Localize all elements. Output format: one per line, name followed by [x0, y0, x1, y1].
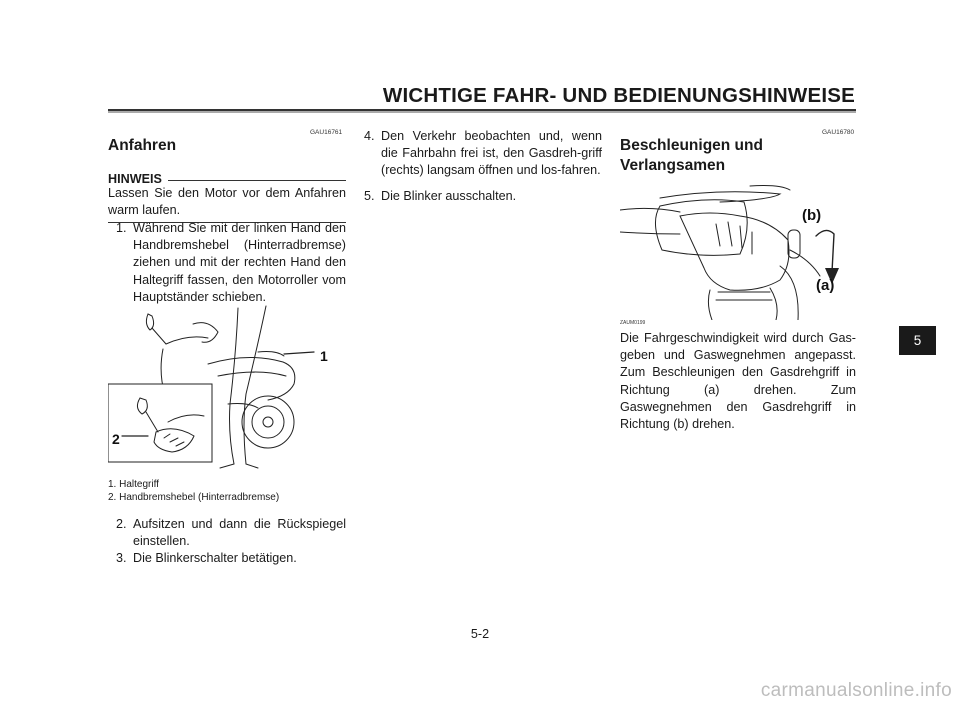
- hinweis-box: [108, 170, 346, 223]
- figure-label-2: 2: [112, 431, 120, 447]
- figure-label-b: (b): [802, 207, 822, 224]
- caption-item-2: 2. Handbremshebel (Hinterradbremse): [108, 492, 280, 503]
- figure-label-1: 1: [320, 348, 328, 364]
- figure-label-a: (a): [816, 277, 835, 294]
- step-4-text: Den Verkehr beobachten und, wenn die Fahrbahn frei ist, den Gasdreh-griff (rechts) langsam öffnen und los-fahren.: [381, 129, 602, 178]
- step-1-text: Während Sie mit der linken Hand den Handbremshebel (Hinterradbremse) ziehen und mit der rechten Hand den Haltegriff fassen, den Motorroller vom Hauptständer schieben.: [133, 221, 346, 304]
- figure-code: ZAUM0199: [620, 320, 646, 326]
- step-3: [116, 550, 346, 567]
- section-code-right: GAU16780: [822, 129, 855, 136]
- caption-item-1: 1. Haltegriff: [108, 479, 159, 490]
- step-1-number: 1.: [116, 221, 127, 235]
- step-3-text: Die Blinkerschalter betätigen.: [133, 551, 297, 565]
- page-number: 5-2: [470, 627, 490, 641]
- section-code: GAU16761: [310, 129, 343, 136]
- header-rule: [108, 109, 856, 113]
- heading-line-1: Beschleunigen und: [620, 137, 763, 154]
- page-header-title: WICHTIGE FAHR- UND BEDIENUNGSHINWEISE: [382, 84, 855, 107]
- hinweis-label: HINWEIS: [108, 172, 162, 186]
- step-1: [116, 220, 346, 306]
- step-3-number: 3.: [116, 551, 127, 565]
- throttle-illustration: [620, 180, 856, 320]
- step-4-number: 4.: [364, 129, 375, 143]
- step-2-number: 2.: [116, 517, 127, 531]
- right-body-text: Die Fahrgeschwindigkeit wird durch Gas-geben und Gaswegnehmen angepasst. Zum Beschleunigen den Gasdrehgriff in Richtung (a) drehen. Zum Gaswegnehmen den Gasdrehgriff in Richtung (b) drehen.: [620, 331, 856, 432]
- section-heading-beschleunigen: [620, 136, 763, 176]
- section-heading-anfahren: Anfahren: [108, 137, 177, 154]
- heading-line-2: Verlangsamen: [620, 157, 726, 174]
- step-2: [116, 516, 346, 550]
- chapter-tab: 5: [899, 326, 936, 355]
- step-4: [364, 128, 602, 180]
- hinweis-text: Lassen Sie den Motor vor dem Anfahren warm laufen.: [108, 186, 346, 218]
- step-5-number: 5.: [364, 189, 375, 203]
- hinweis-top-rule: [168, 180, 346, 181]
- watermark: carmanualsonline.info: [760, 680, 952, 701]
- step-5-text: Die Blinker ausschalten.: [381, 189, 517, 203]
- step-2-text: Aufsitzen und dann die Rückspiegel einstellen.: [133, 517, 346, 549]
- figure-caption-list: [108, 478, 279, 504]
- step-5: [364, 188, 602, 205]
- scooter-illustration: [108, 304, 340, 474]
